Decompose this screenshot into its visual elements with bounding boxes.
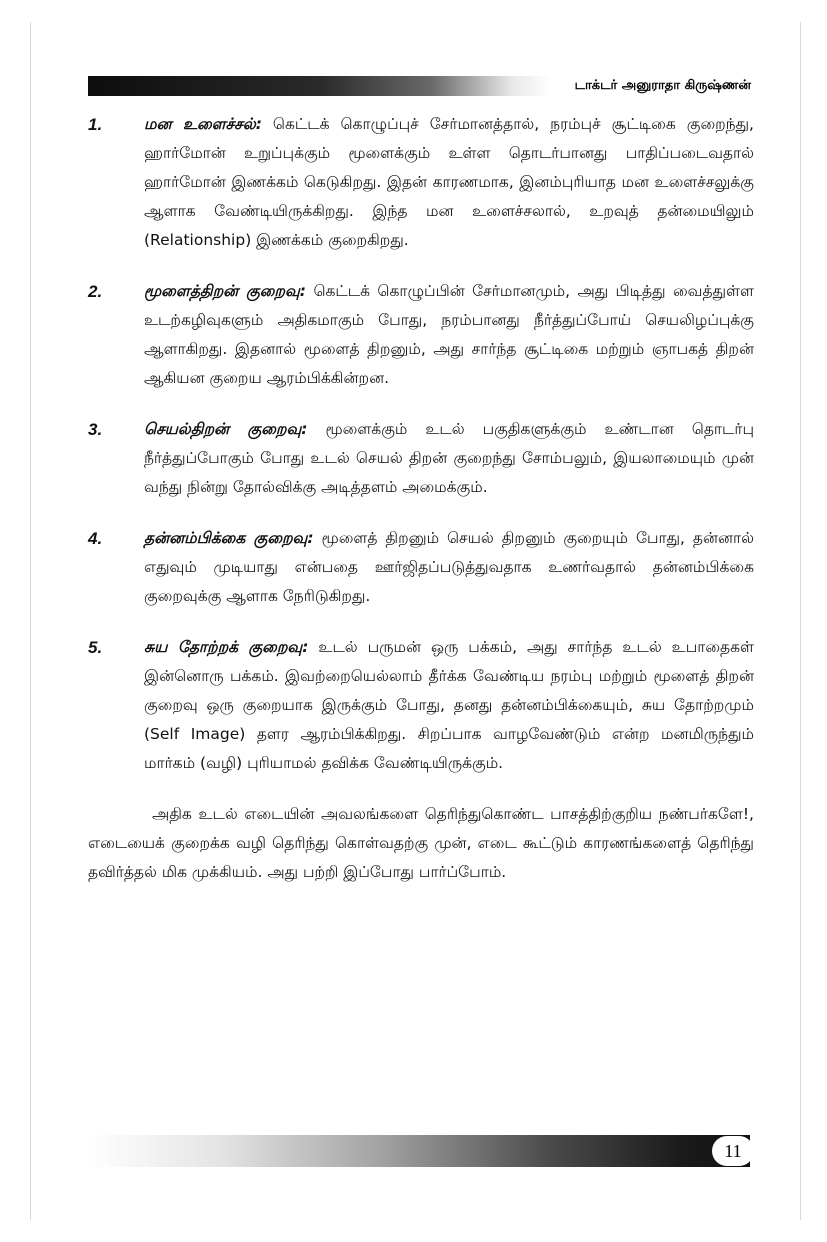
running-header-author: டாக்டர் அனுராதா கிருஷ்ணன் [574, 78, 751, 93]
list-item [88, 524, 754, 611]
item-text: கெட்டக் கொழுப்பின் சேர்மானமும், அது பிடித்து வைத்துள்ள உடற்கழிவுகளும் அதிகமாகும் போது, நரம்பானது நீர்த்துப்போய் செயலிழப்புக்கு ஆளாகிறது. இதனால் மூளைத் திறனும், அது சார்ந்த சூட்டிகை மற்றும் ஞாபகத் திறன் ஆகியன குறைய ஆரம்பிக்கின்றன. [144, 282, 754, 387]
item-text: உடல் பருமன் ஒரு பக்கம், அது சார்ந்த உடல் உபாதைகள் இன்னொரு பக்கம். இவற்றையெல்லாம் தீர்க்க வேண்டிய நரம்பு மற்றும் மூளைத் திறன் குறைவு ஒரு குறையாக இருக்கும் போது, தனது தன்னம்பிக்கையும், சுய தோற்றமும் (Self Image) தளர ஆரம்பிக்கிறது. சிறப்பாக வாழவேண்டும் என்ற மனமிருந்தும் மார்கம் (வழி) புரியாமல் தவிக்க வேண்டியிருக்கும். [144, 638, 755, 772]
page-content [88, 110, 754, 903]
item-number: 4. [88, 529, 103, 548]
item-text: கெட்டக் கொழுப்புச் சேர்மானத்தால், நரம்புச் சூட்டிகை குறைந்து, ஹார்மோன் உறுப்புக்கும் மூளைக்கும் உள்ள தொடர்பானது பாதிப்படைவதால் ஹார்மோன் இணக்கம் கெடுகிறது. இதன் காரணமாக, இனம்புரியாத மன உளைச்சலுக்கு ஆளாக வேண்டியிருக்கிறது. இந்த மன உளைச்சலால், உறவுத் தன்மையிலும் (Relationship) இணக்கம் குறைகிறது. [144, 115, 754, 249]
item-body [144, 524, 754, 611]
item-title: மன உளைச்சல்: [144, 115, 262, 133]
list-item [88, 277, 754, 393]
item-title: செயல்திறன் குறைவு: [144, 420, 308, 438]
item-number: 2. [88, 282, 103, 301]
item-text: மூளைக்கும் உடல் பகுதிகளுக்கும் உண்டான தொடர்பு நீர்த்துப்போகும் போது உடல் செயல் திறன் குறைந்து சோம்பலும், இயலாமையும் முன் வந்து நின்று தோல்விக்கு அடித்தளம் அமைக்கும். [144, 420, 754, 496]
list-item [88, 415, 754, 502]
item-body [144, 110, 754, 255]
item-text: மூளைத் திறனும் செயல் திறனும் குறையும் போது, தன்னால் எதுவும் முடியாது என்பதை ஊர்ஜிதப்படுத்துவதாக உணர்வதால் தன்னம்பிக்கை குறைவுக்கு ஆளாக நேரிடுகிறது. [144, 529, 754, 605]
item-body [144, 415, 754, 502]
list-item [88, 633, 754, 778]
item-body [144, 277, 754, 393]
page-number: 11 [712, 1136, 754, 1166]
item-title: மூளைத்திறன் குறைவு: [144, 282, 307, 300]
item-title: தன்னம்பிக்கை குறைவு: [144, 529, 314, 547]
closing-paragraph: அதிக உடல் எடையின் அவலங்களை தெரிந்துகொண்ட பாசத்திற்குறிய நண்பர்களே!, எடையைக் குறைக்க வழி தெரிந்து கொள்வதற்கு முன், எடை கூட்டும் காரணங்களைத் தெரிந்து தவிர்த்தல் மிக முக்கியம். அது பற்றி இப்போது பார்ப்போம். [88, 805, 754, 881]
item-number: 1. [88, 115, 103, 134]
item-number: 5. [88, 638, 103, 657]
footer-gradient-bar [88, 1135, 750, 1167]
item-body [144, 633, 754, 778]
item-number: 3. [88, 420, 103, 439]
list-item [88, 110, 754, 255]
item-title: சுய தோற்றக் குறைவு: [144, 638, 309, 656]
